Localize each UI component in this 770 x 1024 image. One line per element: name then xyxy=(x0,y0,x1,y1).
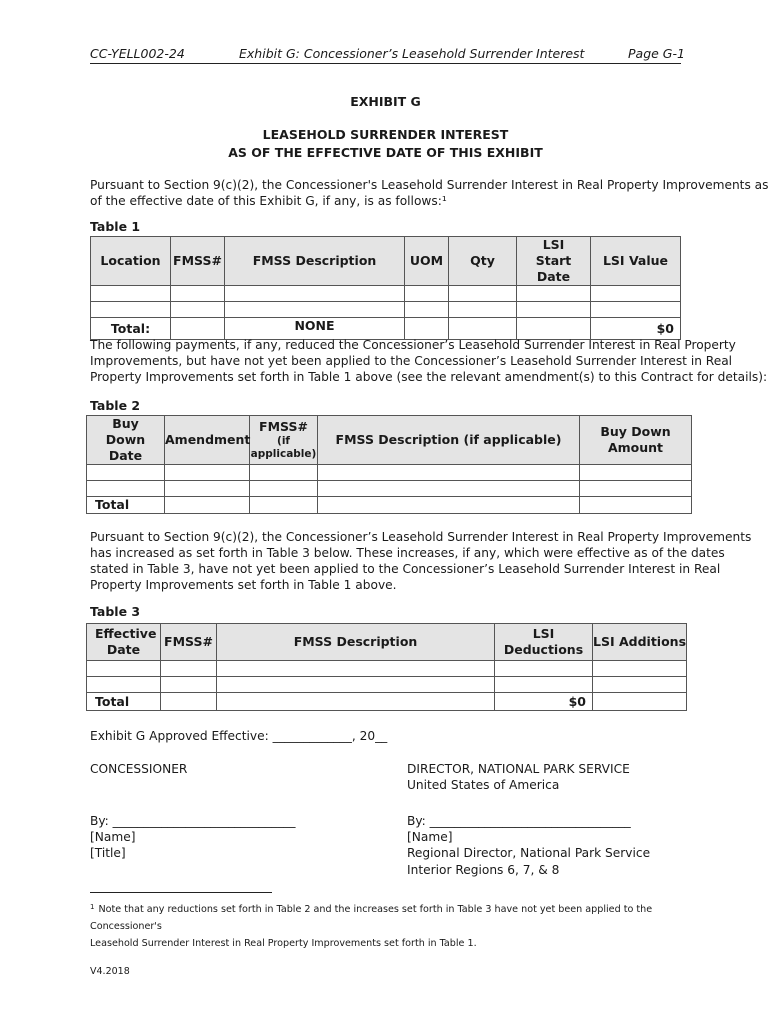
col-header-fmss: FMSS# xyxy=(161,624,217,661)
header-title: Exhibit G: Concessioner’s Leasehold Surrender Interest xyxy=(239,46,585,61)
col-header-fmss xyxy=(250,416,318,465)
col-header-lsi-start-date: LSI Start Date xyxy=(517,237,591,286)
table-row xyxy=(87,677,687,693)
col-header-fmss-description: FMSS Description xyxy=(225,237,405,286)
col-header-lsi-value: LSI Value xyxy=(591,237,681,286)
total-description: NONE xyxy=(225,318,405,340)
header-doc-id: CC-YELL002-24 xyxy=(90,46,185,61)
col-header-qty: Qty xyxy=(449,237,517,286)
paragraph-3 xyxy=(90,529,752,593)
exhibit-title: EXHIBIT G xyxy=(350,94,421,109)
director-heading: DIRECTOR, NATIONAL PARK SERVICE xyxy=(407,762,630,776)
col-header-fmss-description: FMSS Description xyxy=(217,624,495,661)
concessioner-signature-line: By: ______________________________ xyxy=(90,814,296,828)
version-label: V4.2018 xyxy=(90,966,130,977)
col-header-fmss: FMSS# xyxy=(171,237,225,286)
concessioner-title: [Title] xyxy=(90,846,126,860)
table-3 xyxy=(86,623,687,711)
col-header-buy-down-amount: Buy Down Amount xyxy=(580,416,692,465)
table-1-caption: Table 1 xyxy=(90,219,141,234)
concessioner-heading: CONCESSIONER xyxy=(90,762,188,776)
director-name: [Name] xyxy=(407,830,453,844)
col-header-uom: UOM xyxy=(405,237,449,286)
total-label: Total xyxy=(87,497,165,514)
col-header-buy-down-date: Buy Down Date xyxy=(87,416,165,465)
col-header-amendment: Amendment xyxy=(165,416,250,465)
total-label: Total: xyxy=(91,318,171,340)
table-3-caption: Table 3 xyxy=(90,604,141,619)
fmss-header-label: FMSS# xyxy=(259,419,308,434)
approved-effective-line: Exhibit G Approved Effective: _____________, 20__ xyxy=(90,729,388,743)
footnote-marker: 1 xyxy=(90,903,95,911)
fmss-header-note: (if applicable) xyxy=(250,435,317,460)
table-row xyxy=(87,661,687,677)
total-label: Total xyxy=(87,693,161,711)
paragraph-3-line: Pursuant to Section 9(c)(2), the Concessioner’s Leasehold Surrender Interest in Real Property Improvements xyxy=(90,530,752,544)
paragraph-3-line: Property Improvements set forth in Table 1 above. xyxy=(90,578,397,592)
header-rule xyxy=(90,63,681,64)
concessioner-name: [Name] xyxy=(90,830,136,844)
col-header-location: Location xyxy=(91,237,171,286)
paragraph-1 xyxy=(90,177,769,209)
col-header-lsi-deductions: LSI Deductions xyxy=(495,624,593,661)
paragraph-3-line: has increased as set forth in Table 3 below. These increases, if any, which were effective as of the dates xyxy=(90,546,725,560)
paragraph-2-line: Improvements, but have not yet been applied to the Concessioner’s Leasehold Surrender Interest in Real xyxy=(90,354,733,368)
paragraph-2-line: The following payments, if any, reduced the Concessioner’s Leasehold Surrender Interest in Real Property xyxy=(90,338,736,352)
col-header-effective-date: Effective Date xyxy=(87,624,161,661)
footnote-text: Leasehold Surrender Interest in Real Property Improvements set forth in Table 1. xyxy=(90,938,477,949)
col-header-fmss-description: FMSS Description (if applicable) xyxy=(318,416,580,465)
table-2-caption: Table 2 xyxy=(90,398,141,413)
director-signature-line: By: _________________________________ xyxy=(407,814,631,828)
col-header-lsi-additions: LSI Additions xyxy=(593,624,687,661)
header-page-number: Page G-1 xyxy=(628,46,685,61)
table-1 xyxy=(90,236,681,340)
paragraph-1-line: Pursuant to Section 9(c)(2), the Concessioner's Leasehold Surrender Interest in Real Property Improvements as xyxy=(90,178,769,192)
footnote-rule xyxy=(90,892,272,893)
table-row xyxy=(91,302,681,318)
table-row xyxy=(87,481,692,497)
footnote-text: Note that any reductions set forth in Table 2 and the increases set forth in Table 3 have not yet been applied to the Concessioner's xyxy=(90,904,653,932)
subtitle-2: AS OF THE EFFECTIVE DATE OF THIS EXHIBIT xyxy=(228,145,543,160)
footnote xyxy=(90,901,690,952)
paragraph-1-line: of the effective date of this Exhibit G, if any, is as follows:¹ xyxy=(90,194,447,208)
table-2 xyxy=(86,415,692,514)
table-row xyxy=(87,465,692,481)
table-total-row xyxy=(87,497,692,514)
director-title: Regional Director, National Park Service xyxy=(407,846,651,860)
total-lsi-value: $0 xyxy=(591,318,681,340)
paragraph-2-line: Property Improvements set forth in Table 1 above (see the relevant amendment(s) to this Contract for details): xyxy=(90,370,768,384)
total-lsi-deductions: $0 xyxy=(495,693,593,711)
paragraph-2 xyxy=(90,337,768,385)
table-total-row xyxy=(87,693,687,711)
subtitle-1: LEASEHOLD SURRENDER INTEREST xyxy=(262,127,509,142)
paragraph-3-line: stated in Table 3, have not yet been applied to the Concessioner’s Leasehold Surrender Interest in Real xyxy=(90,562,721,576)
table-row xyxy=(91,286,681,302)
director-regions: Interior Regions 6, 7, & 8 xyxy=(407,863,560,877)
director-organization: United States of America xyxy=(407,778,560,792)
